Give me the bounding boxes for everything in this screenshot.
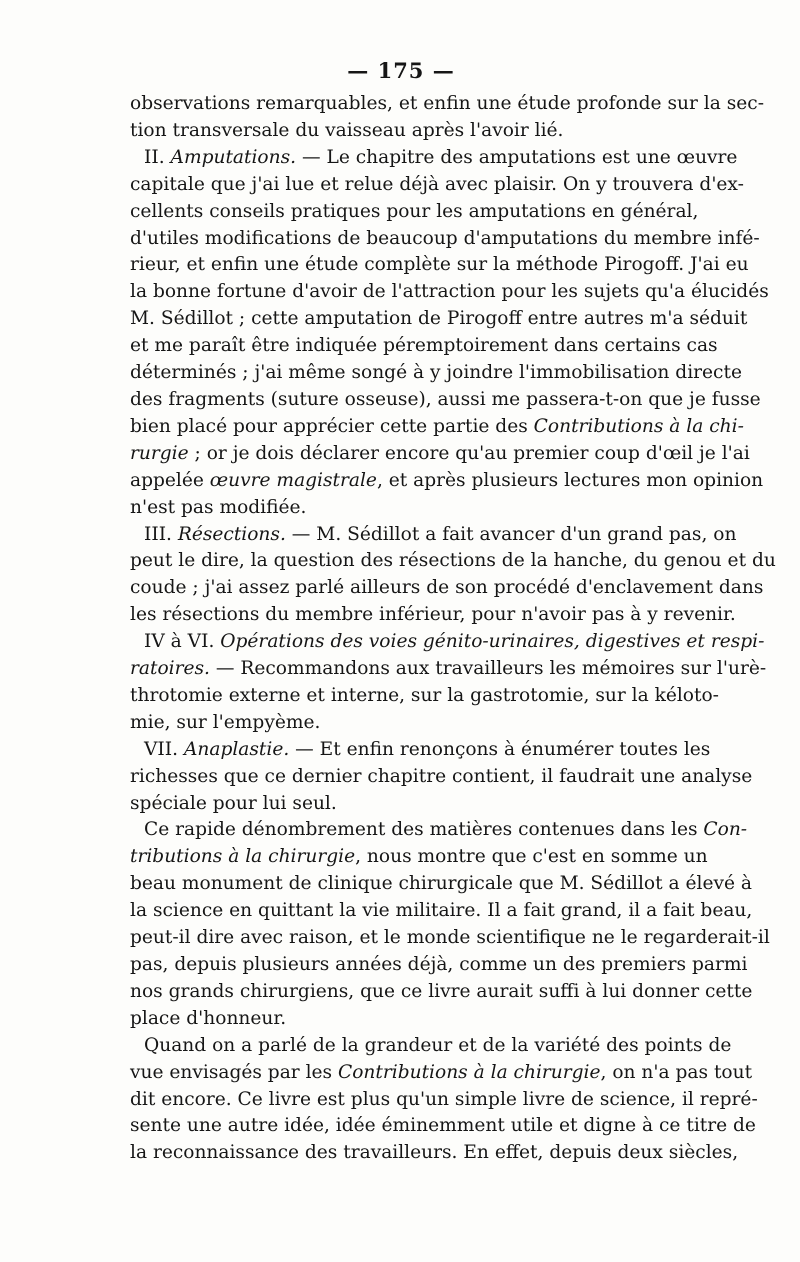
line-text: VII. (144, 738, 184, 760)
italic-text: Con- (703, 819, 748, 841)
line-text: déterminés ; j'ai même songé à y joindre l'immobilisation directe (130, 362, 742, 384)
line-text: nos grands chirurgiens, que ce livre aurait suffi à lui donner cette (130, 980, 753, 1002)
italic-text: œuvre magistrale (209, 469, 377, 491)
line-text: — Et enfin renonçons à énumérer toutes les (289, 738, 711, 760)
line-text: rieur, et enfin une étude complète sur la méthode Pirogoff. J'ai eu (130, 254, 749, 276)
text-line (130, 91, 764, 118)
text-line (130, 737, 711, 764)
text-line (130, 1033, 732, 1060)
line-text: peut le dire, la question des résections de la hanche, du genou et du (130, 550, 776, 572)
text-line (130, 575, 764, 602)
text-line (130, 522, 737, 549)
text-line (130, 898, 753, 925)
text-line (130, 791, 672, 818)
line-text: appelée (130, 469, 210, 491)
text-line (130, 683, 719, 710)
line-text: coude ; j'ai assez parlé ailleurs de son procédé d'enclavement dans (130, 577, 764, 599)
line-text: la reconnaissance des travailleurs. En effet, depuis deux siècles, (130, 1142, 739, 1164)
line-text: des fragments (suture osseuse), aussi me passera-t-on que je fusse (130, 388, 761, 410)
text-line (130, 226, 760, 253)
text-line (130, 495, 672, 522)
line-text: beau monument de clinique chirurgicale que M. Sédillot a élevé à (130, 873, 752, 895)
line-text: les résections du membre inférieur, pour n'avoir pas à y revenir. (130, 604, 736, 626)
text-line (130, 441, 750, 468)
text-line (130, 252, 749, 279)
line-text: d'utiles modifications de beaucoup d'amputations du membre infé- (130, 227, 760, 249)
italic-text: Résections. (177, 523, 286, 545)
text-line (130, 925, 770, 952)
line-text: Quand on a parlé de la grandeur et de la variété des points de (144, 1034, 732, 1056)
text-line (130, 306, 748, 333)
text-line (130, 279, 769, 306)
line-text: tion transversale du vaisseau après l'avoir lié. (130, 119, 564, 141)
line-text: dit encore. Ce livre est plus qu'un simple livre de science, il repré- (130, 1088, 758, 1110)
line-text: , on n'a pas tout (600, 1061, 753, 1083)
line-text: la science en quittant la vie militaire. Il a fait grand, il a fait beau, (130, 900, 753, 922)
italic-text: ratoires. (130, 658, 210, 680)
italic-text: Contributions à la chi- (533, 415, 744, 437)
italic-text: Opérations des voies génito-urinaires, digestives et respi- (220, 631, 765, 653)
text-line (130, 764, 753, 791)
line-text: II. (144, 146, 171, 168)
line-text: la bonne fortune d'avoir de l'attraction pour les sujets qu'a élucidés (130, 281, 769, 303)
line-text: richesses que ce dernier chapitre contient, il faudrait une analyse (130, 765, 753, 787)
line-text: vue envisagés par les (130, 1061, 338, 1083)
line-text: , nous montre que c'est en somme un (355, 846, 708, 868)
text-line (130, 844, 708, 871)
text-line (130, 871, 752, 898)
line-text: — M. Sédillot a fait avancer d'un grand pas, on (285, 523, 737, 545)
text-line (130, 602, 736, 629)
text-line (130, 360, 742, 387)
line-text: capitale que j'ai lue et relue déjà avec plaisir. On y trouvera d'ex- (130, 173, 744, 195)
text-line (130, 548, 776, 575)
line-text: IV à VI. (144, 631, 221, 653)
line-text: et me paraît être indiquée péremptoirement dans certains cas (130, 335, 718, 357)
text-line (130, 387, 761, 414)
italic-text: rurgie (130, 442, 189, 464)
line-text: sente une autre idée, idée éminemment utile et digne à ce titre de (130, 1115, 756, 1137)
line-text: n'est pas modifiée. (130, 496, 307, 518)
text-line (130, 979, 753, 1006)
text-line (130, 1140, 739, 1167)
line-text: M. Sédillot ; cette amputation de Pirogoff entre autres m'a séduit (130, 308, 748, 330)
text-line (130, 1087, 758, 1114)
text-line (130, 710, 672, 737)
body-text (130, 91, 776, 1167)
line-text: throtomie externe et interne, sur la gastrotomie, sur la kéloto- (130, 684, 719, 706)
line-text: pas, depuis plusieurs années déjà, comme un des premiers parmi (130, 954, 748, 975)
italic-text: Contributions à la chirurgie (338, 1061, 601, 1083)
text-line (130, 952, 748, 979)
text-line (130, 333, 718, 360)
line-text: — Recommandons aux travailleurs les mémoires sur l'urè- (209, 658, 767, 680)
line-text: place d'honneur. (130, 1007, 287, 1029)
text-line (130, 1113, 756, 1140)
line-text: mie, sur l'empyème. (130, 711, 321, 733)
line-text: spéciale pour lui seul. (130, 792, 337, 814)
text-line (130, 145, 738, 172)
italic-text: Anaplastie. (183, 738, 290, 760)
line-text: , et après plusieurs lectures mon opinion (376, 469, 764, 491)
line-text: ; or je dois déclarer encore qu'au premier coup d'œil je l'ai (188, 442, 750, 464)
line-text: observations remarquables, et enfin une étude profonde sur la sec- (130, 93, 764, 114)
text-line (130, 199, 699, 226)
text-line (130, 1060, 753, 1087)
text-line (130, 1006, 672, 1033)
italic-text: tributions à la chirurgie (130, 846, 356, 868)
text-line (130, 118, 672, 145)
text-line (130, 817, 748, 844)
text-line (130, 468, 764, 495)
line-text: bien placé pour apprécier cette partie des (130, 415, 534, 437)
text-line (130, 414, 744, 441)
italic-text: Amputations. (170, 146, 297, 168)
line-text: Ce rapide dénombrement des matières contenues dans les (144, 819, 704, 841)
line-text: III. (144, 523, 178, 545)
text-line (130, 656, 767, 683)
text-line (130, 629, 765, 656)
page-number: — 175 — (347, 58, 455, 83)
line-text: — Le chapitre des amputations est une œuvre (296, 146, 738, 168)
line-text: peut-il dire avec raison, et le monde scientifique ne le regarderait-il (130, 927, 770, 949)
text-line (130, 172, 744, 199)
line-text: cellents conseils pratiques pour les amputations en général, (130, 200, 699, 222)
